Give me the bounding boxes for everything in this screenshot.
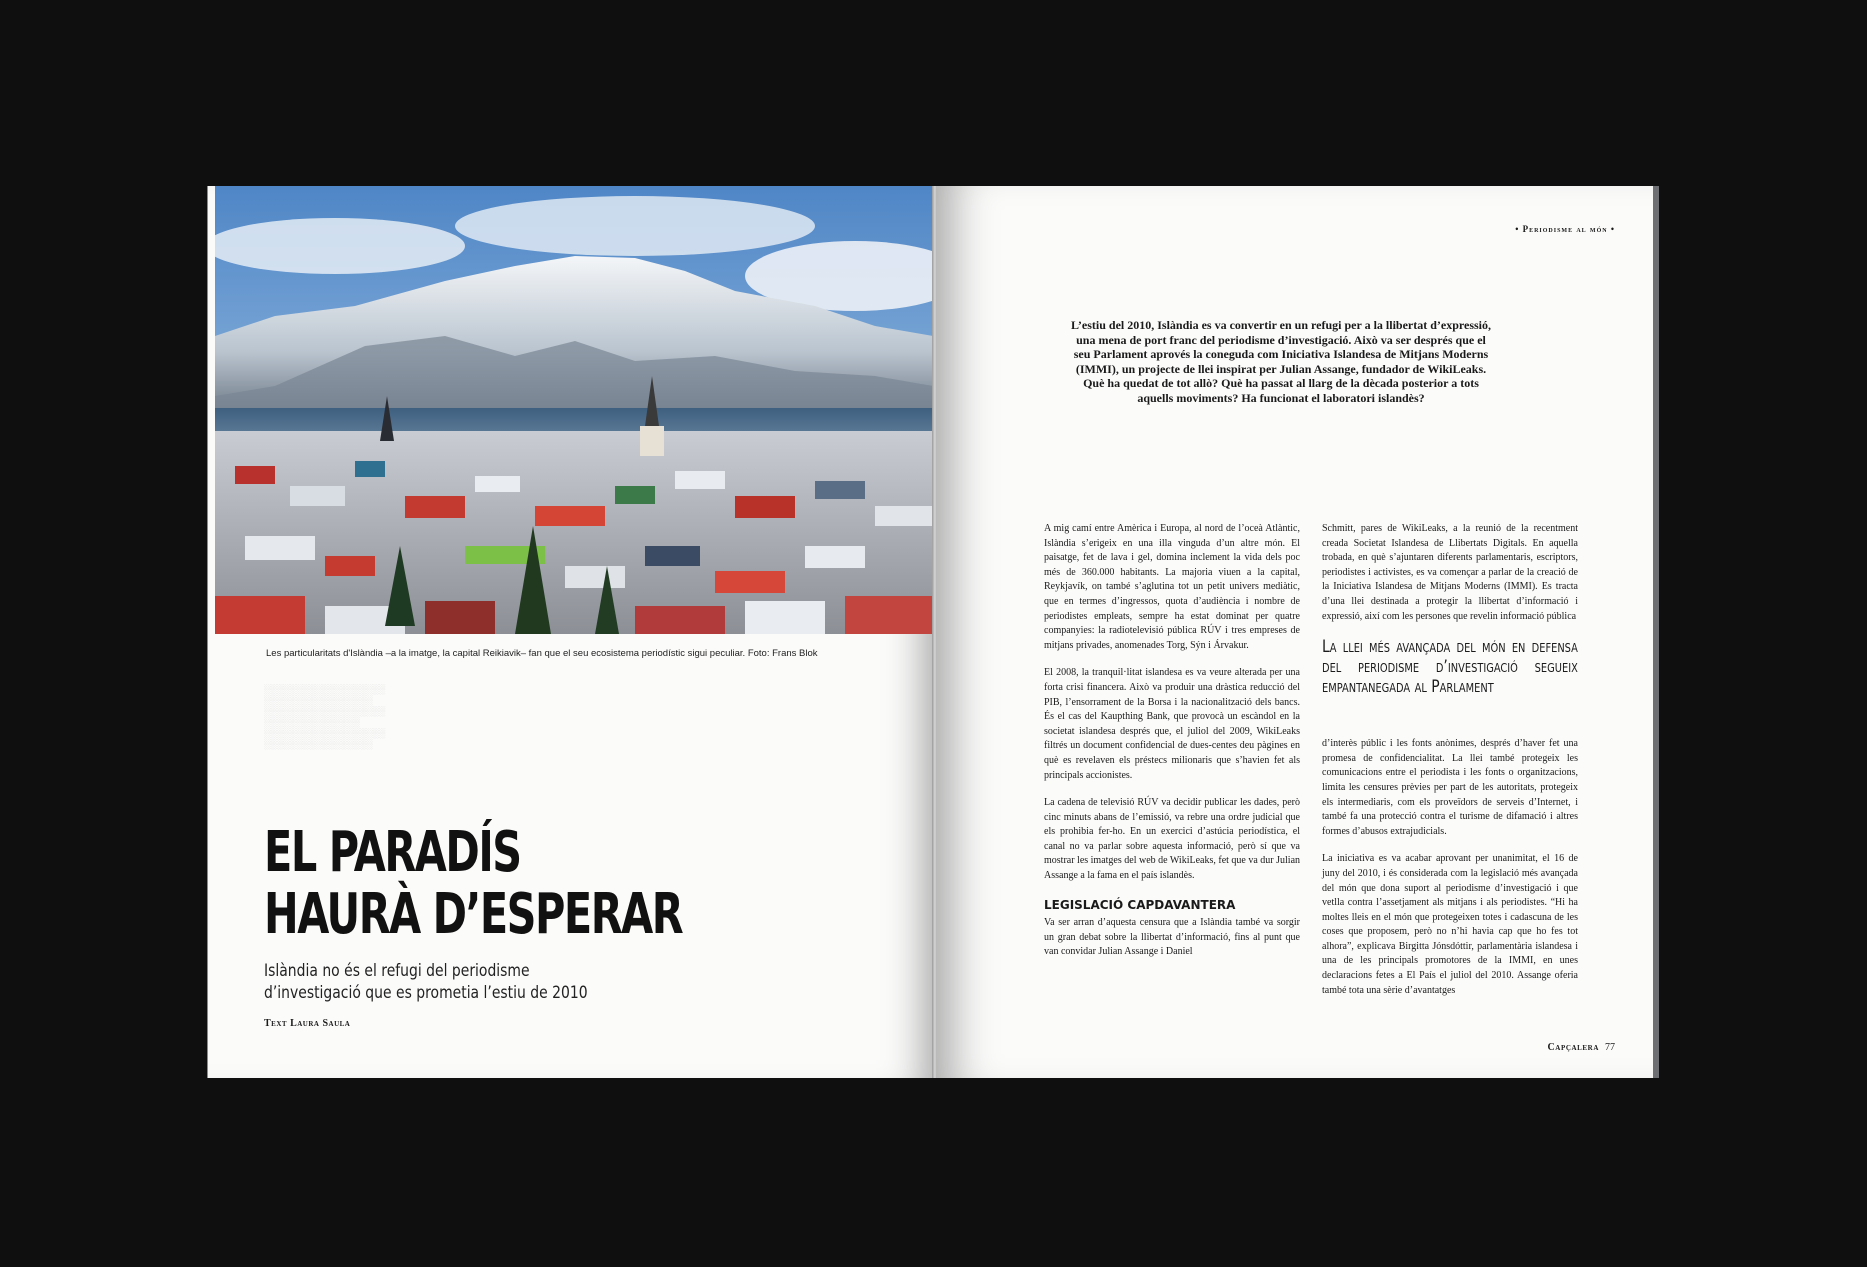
folio-section: Capçalera xyxy=(1547,1042,1599,1053)
page-edge-right xyxy=(1653,186,1659,1078)
article-title xyxy=(264,822,682,946)
page-folio xyxy=(1547,1042,1615,1053)
body-paragraph: Schmitt, pares de WikiLeaks, a la reunió de la recentment creada Societat Islandesa de Llibertats Digitals. En aquella trobada, en què s’ajuntaren diferents parlamentaris, escriptors, periodistes i activistes, es va començar a parlar de la creació de la Iniciativa Islandesa de Mitjans Moderns (IMMI). Es tracta d’una llei destinada a protegir la llibertat d’informació i expressió, així com les persones que revelin informació pública xyxy=(1322,523,1578,622)
right-page xyxy=(936,186,1657,1078)
page-edge-left xyxy=(207,186,208,1078)
byline: Text Laura Saula xyxy=(264,1018,351,1029)
intro-paragraph: L’estiu del 2010, Islàndia es va convertir en un refugi per a la llibertat d’expressió, una mena de port franc del periodisme d’investigació. Això va ser després que el seu Parlament aprovés la coneguda com Iniciativa Islandesa de Mitjans Moderns (IMMI), un projecte de llei inspirat per Julian Assange, fundador de WikiLeaks. Què ha quedat de tot allò? Què ha passat al llarg de la dècada posterior a tots aquells moviments? Ha funcionat el laboratori islandès? xyxy=(1071,318,1492,405)
article-subtitle: Islàndia no és el refugi del periodisme d’investigació que es prometia l’estiu de 2010 xyxy=(264,961,588,1003)
magazine-spread xyxy=(207,186,1657,1078)
left-page xyxy=(207,186,934,1078)
body-paragraph: El 2008, la tranquil·litat islandesa es va veure alterada per una forta crisi financera. Això va produir una dràstica reducció del PIB, l’ensorrament de la Borsa i la nacionalització dels bancs. És el cas del Kaupthing Bank, que provocà un escàndol en la societat islandesa després que, el juliol del 2009, WikiLeaks filtrés un document confidencial de dues-centes deu pàgines en què es revelaven els préstecs milionaris que s’havien fet als principals accionistes. xyxy=(1044,667,1300,781)
body-paragraph: La iniciativa es va acabar aprovant per unanimitat, el 16 de juny del 2010, i és considerada com la legislació més avançada del món que dona suport al periodisme d’investigació i que vetlla contra l’assetjament als mitjans i als periodistes. “Hi ha moltes lleis en el món que protegeixen totes i cadascuna de les coses que proposem, però no n’hi havia cap que ho fes tot alhora”, explicava Birgitta Jónsdóttir, parlamentària islandesa i una de les principals promotores de la IMMI, en unes declaracions fetes a El País el juliol del 2010. Assange oferia també tota una sèrie d’avantatges xyxy=(1322,853,1578,996)
title-line-2: HAURÀ D’ESPERAR xyxy=(264,882,683,947)
body-paragraph: La cadena de televisió RÚV va decidir publicar les dades, però cinc minuts abans de l’emissió, va rebre una ordre judicial que els prohibia fer-ho. En un exercici d’astúcia periodística, el canal no va parlar sobre aquesta informació, però sí que va mostrar les imatges del web de WikiLeaks, fet que va dur Julian Assange a la fama en el país islandès. xyxy=(1044,797,1301,882)
text-column-2 xyxy=(1322,522,1578,1011)
body-paragraph: A mig camí entre Amèrica i Europa, al nord de l’oceà Atlàntic, Islàndia s’erigeix en una illa vinguda d’un altre món. El paisatge, fet de lava i gel, domina inclement la vida dels poc més de 360.000 habitants. La majoria viuen a la capital, Reykjavík, on també s’aglutina tot un petit univers mediàtic, que en termes d’ingressos, quota d’audiència i nombre de periodistes empleats, sempre ha estat dominat per quatre companyies: la radiotelevisió pública RÚV i tres empreses de mitjans privades, anomenades Torg, Sýn i Árvakur. xyxy=(1044,523,1300,651)
body-paragraph: d’interès públic i les fonts anònimes, després d’haver fet una promesa de confidencialitat. La llei també protegeix les comunicacions entre el periodista i les fonts o organitzacions, limita les censures prèvies per part de les autoritats, protegeix els intermediaris, com els proveïdors de serveis d’Internet, i també fa una protecció contra el turisme de difamació i altres formes d’abusos extrajudicials. xyxy=(1322,738,1578,837)
photo-caption: Les particularitats d'Islàndia –a la imatge, la capital Reikiavik– fan que el seu ecosistema periodístic sigui peculiar. Foto: Frans Blok xyxy=(266,648,818,659)
text-column-1 xyxy=(1044,522,1300,973)
pull-quote: La llei més avançada del món en defensa del periodisme d’investigació segueix empantanegada al Parlament xyxy=(1322,637,1578,698)
body-paragraph: Va ser arran d’aquesta censura que a Islàndia també va sorgir un gran debat sobre la llibertat d’informació, fins al punt que van convidar Julian Assange i Daniel xyxy=(1044,917,1300,958)
title-line-1: EL PARADÍS xyxy=(264,820,521,885)
reykjavik-photo xyxy=(215,186,933,634)
page-number: 77 xyxy=(1605,1042,1615,1053)
running-head: • Periodisme al món • xyxy=(1515,224,1615,234)
section-subhead: LEGISLACIÓ CAPDAVANTERA xyxy=(1044,897,1236,912)
show-through-text: ░░░░░░░░░░░░░░░░░░░ ░░░░░░░░░░░░░░░░░ ░░░░░░░░░░░░░░░░░░░ ░░░░░░░░░░░░░░░ ░░░░░░░░░░░░░░░░░░░ ░░░░░░░░░░░░░░░░░ xyxy=(264,684,386,749)
